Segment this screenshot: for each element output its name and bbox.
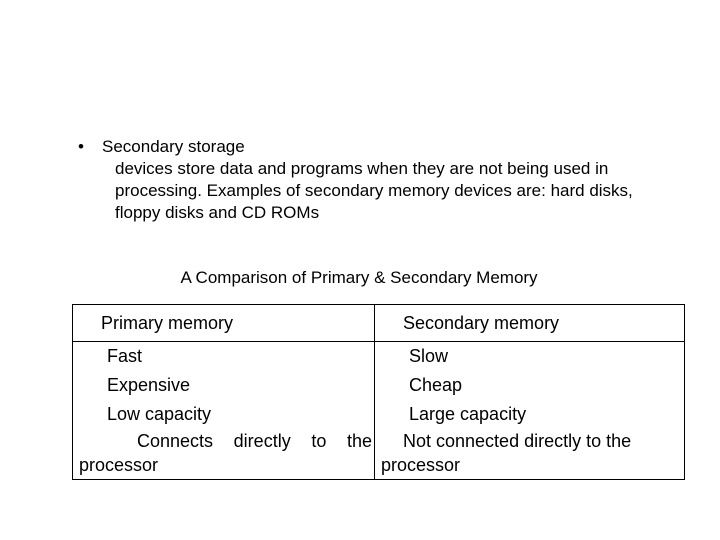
primary-column-cell — [73, 342, 375, 480]
secondary-item-capacity: Large capacity — [409, 404, 527, 424]
header-secondary-memory: Secondary memory — [375, 305, 685, 342]
bullet-line-2: processing. Examples of secondary memory devices are: hard disks, — [115, 181, 633, 200]
primary-item-cost: Expensive — [107, 375, 191, 395]
bullet-first-line — [78, 136, 678, 158]
primary-item-capacity: Low capacity — [107, 404, 212, 424]
bullet-line-1: devices store data and programs when they are not being used in — [115, 159, 609, 178]
header-primary-memory: Primary memory — [73, 305, 375, 342]
bullet-lead-text: Secondary storage — [102, 137, 245, 156]
secondary-column-cell — [375, 342, 685, 480]
primary-item-connection — [73, 429, 374, 477]
bullet-line-3: floppy disks and CD ROMs — [115, 203, 320, 222]
secondary-connection-line-2: processor — [381, 455, 461, 475]
secondary-item-cost: Cheap — [409, 375, 463, 395]
bullet-paragraph — [78, 136, 678, 224]
table-caption-text: A Comparison of Primary & Secondary Memory — [180, 268, 538, 287]
secondary-item-speed: Slow — [409, 346, 449, 366]
table-header-row — [73, 305, 685, 342]
secondary-connection-line-1: Not connected directly to the — [403, 431, 632, 451]
primary-connection-line-2: processor — [79, 455, 159, 475]
table-caption — [0, 268, 720, 288]
primary-connection-line-1: Connects directly to the — [137, 431, 372, 451]
primary-item-speed: Fast — [107, 346, 143, 366]
table-body-row — [73, 342, 685, 480]
bullet-dot: • — [78, 137, 84, 156]
secondary-item-connection — [375, 429, 684, 477]
comparison-table — [72, 304, 685, 480]
